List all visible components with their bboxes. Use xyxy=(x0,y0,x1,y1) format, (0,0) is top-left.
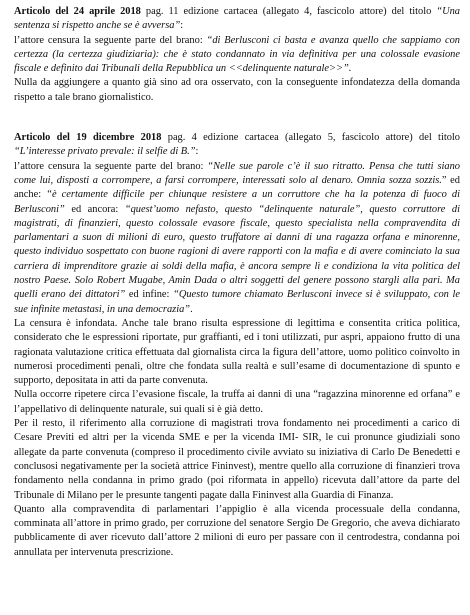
article-title: “Una sentenza si rispetto anche se è avversa” xyxy=(14,6,460,32)
quote-3: “quest’uomo nefasto, questo “delinquente naturale”, questo corruttore di magistrati, di finanzieri, questo colossale evasore fiscale, questo specialista nella compravendita di parlamentari a suon di milioni di euro, questo truffatore ai danni di una ragazza orfana e minorenne, questo individuo sospettato con buone ragioni di avere rapporti con la mafia e di avere cominciato la sua carriera di imprenditore grazie ai soldi della mafia, è ancora sempre lì e condiziona la vita politica del nostro Paese. Solo Robert Mugabe, Amin Dada o altri soggetti del genere possono stargli alla pari. Ma quelli erano dei dittatori” xyxy=(14,203,460,301)
quote-end: . xyxy=(190,303,193,315)
quote-intro: l’attore censura la seguente parte del brano: xyxy=(14,160,208,172)
article-heading-text: pag. 11 edizione cartacea (allegato 4, fascicolo attore) del titolo xyxy=(140,6,437,17)
quote-2: “è certamente difficile per chiunque resistere a un corruttore che ha la potenza di fuoco di Berlusconi” xyxy=(14,189,460,215)
document-page xyxy=(14,5,460,560)
heading-colon: : xyxy=(195,146,199,158)
article-heading xyxy=(14,131,460,160)
article-heading-text: pag. 4 edizione cartacea (allegato 5, fascicolo attore) del titolo xyxy=(161,132,460,144)
quoted-passage xyxy=(14,34,460,77)
connector: ed ancora: xyxy=(64,203,125,215)
conclusion-paragraph: Nulla da aggiungere a quanto già sino ad ora osservato, con la conseguente infondatezza della domanda rispetto a tale brano giornalistico. xyxy=(14,77,460,103)
article-title: “L’interesse privato prevale: il selfie di B.” xyxy=(14,146,196,158)
heading-colon: : xyxy=(180,20,184,32)
quote-1: “Nelle sue parole c’è il suo ritratto. Pensa che tutti siano come lui, disposti a corrompere, a farsi corrompere, interessati solo al denaro. Omnia sozza sozzis. xyxy=(14,160,460,186)
quoted-passage xyxy=(14,160,460,317)
quote-intro: l’attore censura la seguente parte del brano: xyxy=(14,34,207,46)
section-spacer xyxy=(14,105,460,131)
quote-4: “Questo tumore chiamato Berlusconi invece si è sviluppato, con le sue infinite metastasi, in una democrazia” xyxy=(14,289,460,315)
paragraph-evasione: Nulla occorre ripetere circa l’evasione fiscale, la truffa ai danni di una “ragazzina minorenne ed orfana” e l’appellativo di delinquente naturale, sui quali si è già detto. xyxy=(14,389,460,415)
section-article-24-april-2018 xyxy=(14,5,460,105)
article-heading xyxy=(14,5,460,34)
connector: ed infine: xyxy=(125,289,174,301)
connector: ” ed anche: xyxy=(14,174,460,201)
article-date: Articolo del 19 dicembre 2018 xyxy=(14,132,162,144)
section-article-19-december-2018 xyxy=(14,131,460,560)
article-date: Articolo del 24 aprile 2018 xyxy=(14,6,141,17)
quote-text: “di Berlusconi ci basta e avanza quello che sappiamo con certezza (la certezza giudiziaria): che è stato condannato in via definitiva per una colossale evasione fiscale e definito dai Tribunali della Repubblica un <<delinquente naturale>>”. xyxy=(14,34,460,75)
paragraph-censura: La censura è infondata. Anche tale brano risulta espressione di legittima e consentita critica politica, considerato che le espressioni riportate, pur graffianti, ed i toni utilizzati, pur aspri, appaiono frutto di una ragionata valutazione critica effettuata dal giornalista circa la figura dell’attore, uomo politico coinvolto in numerosi procedimenti penali, oltre che fondata sulla realtà e sull’esame di documentazione di spunto e supporto, depositata in atti da parte convenuta. xyxy=(14,317,460,387)
paragraph-corruzione: Per il resto, il riferimento alla corruzione di magistrati trova fondamento nei procedimenti a carico di Cesare Previti ed altri per la vicenda SME e per la vicenda IMI- SIR, le cui pronunce giudiziali sono allegate da parte convenuta (compreso il procedimento civile avviato su iniziativa di Carlo De Benedetti e conclusosi negativamente per la società attrice Fininvest), mentre quello alla corruzione di finanzieri trova fondamento nella condanna in primo grado (poi riformata in appello) ricevuta dall’attore da parte del Tribunale di Milano per le presunte tangenti pagate dalla Fininvest alla Guardia di Finanza. xyxy=(14,418,460,501)
paragraph-compravendita: Quanto alla compravendita di parlamentari l’appiglio è alla vicenda processuale della condanna, comminata all’attore in primo grado, per corruzione del senatore Sergio De Gregorio, che aveva dichiarato pubblicamente di aver ricevuto dall’attore 2 milioni di euro per passare con il centrodestra, condanna poi annullata per intervenuta prescrizione. xyxy=(14,503,460,558)
